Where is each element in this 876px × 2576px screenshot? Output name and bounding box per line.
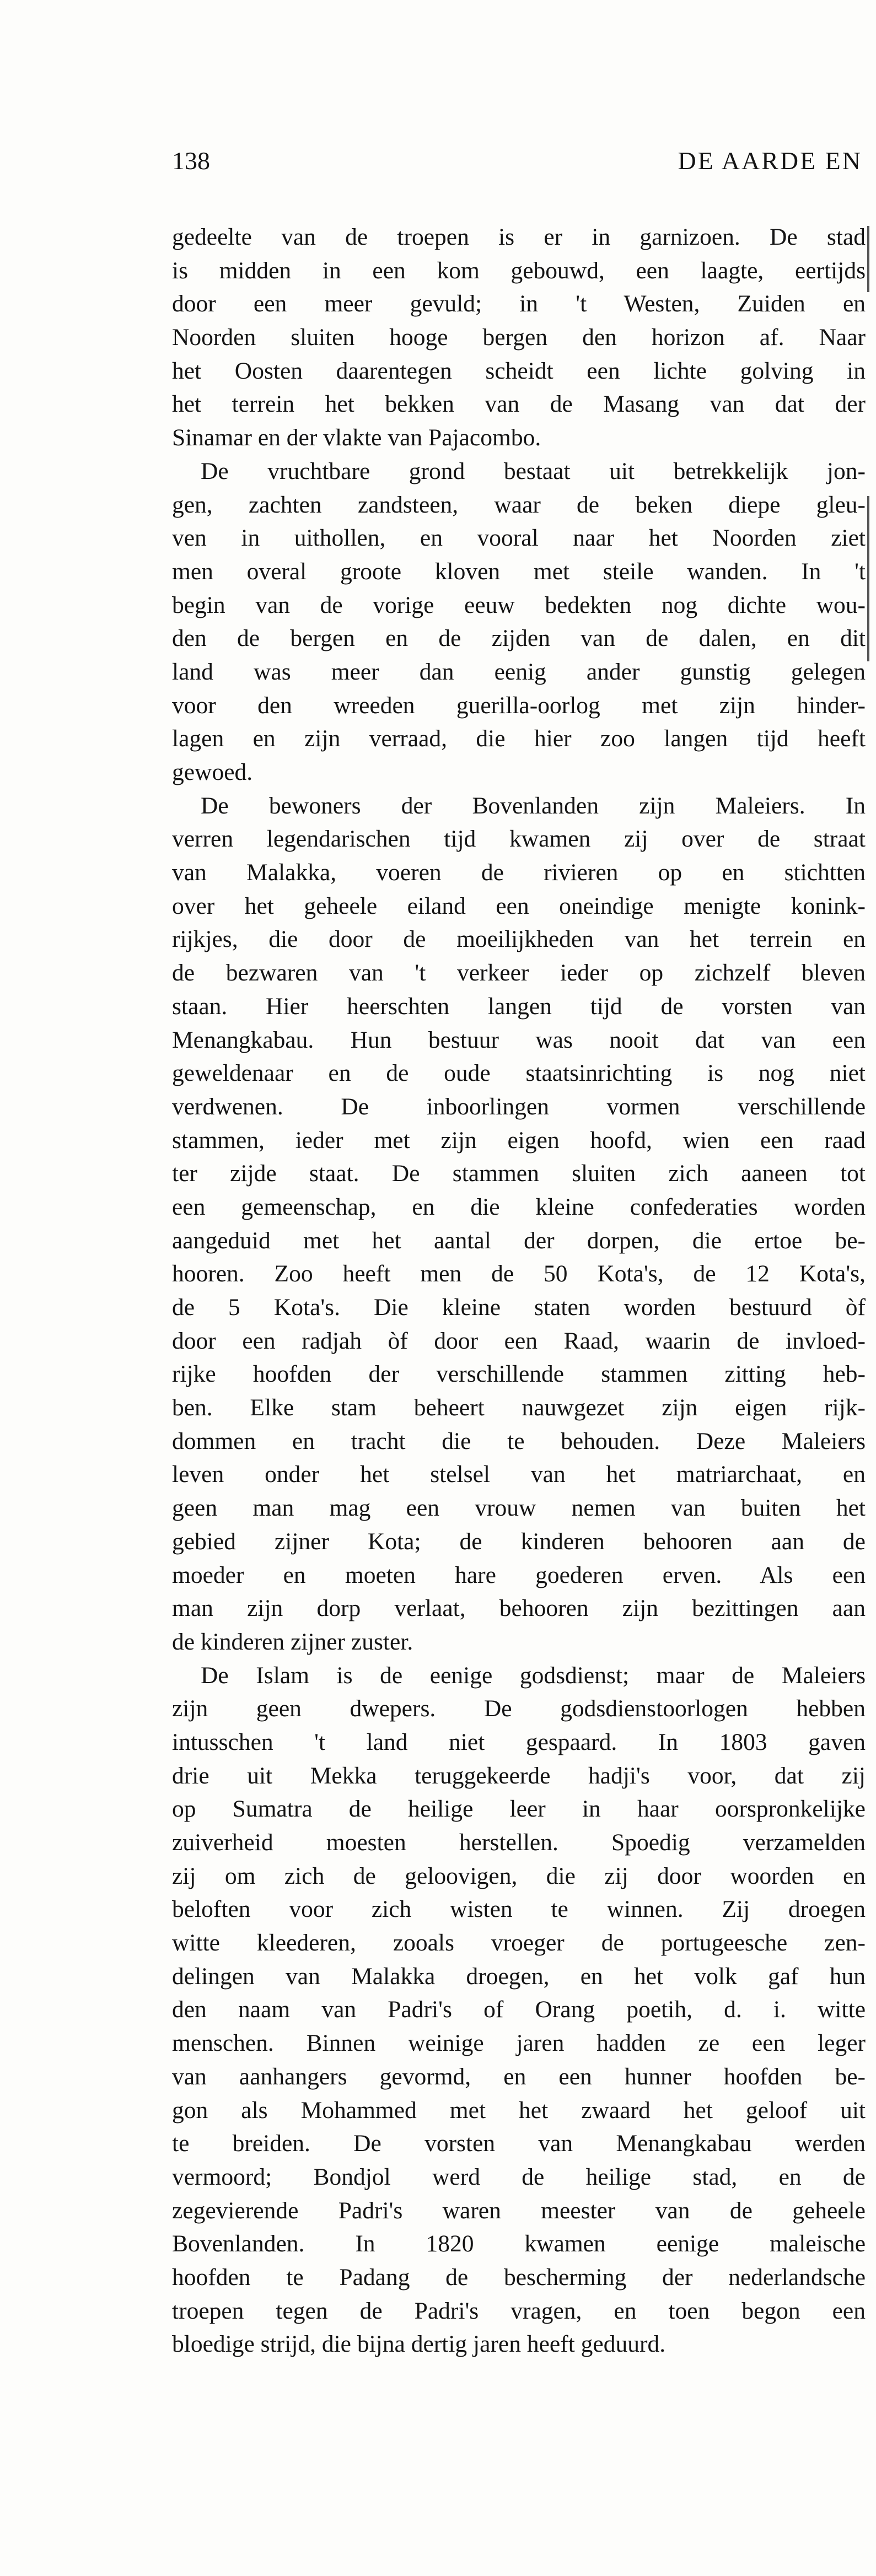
text-line: men overal groote kloven met steile wanden. In 't xyxy=(172,558,866,585)
text-line: geweldenaar en de oude staatsinrichting is nog niet xyxy=(172,1060,866,1087)
text-line: delingen van Malakka droegen, en het volk gaf hun xyxy=(172,1963,866,1990)
text-line: stammen, ieder met zijn eigen hoofd, wien een raad xyxy=(172,1127,866,1154)
paragraph xyxy=(172,455,866,789)
paragraph xyxy=(172,220,866,455)
text-line: ter zijde staat. De stammen sluiten zich aaneen tot xyxy=(172,1160,866,1187)
text-line: zijn geen dwepers. De godsdienstoorlogen hebben xyxy=(172,1695,866,1722)
text-line: gon als Mohammed met het zwaard het geloof uit xyxy=(172,2097,866,2124)
text-line: het terrein het bekken van de Masang van dat der xyxy=(172,391,866,418)
text-line: zegevierende Padri's waren meester van de geheele xyxy=(172,2197,866,2224)
text-line: moeder en moeten hare goederen erven. Als een xyxy=(172,1561,866,1588)
text-line: aangeduid met het aantal der dorpen, die ertoe be- xyxy=(172,1227,866,1254)
text-line: man zijn dorp verlaat, behooren zijn bezittingen aan xyxy=(172,1595,866,1622)
text-line: te breiden. De vorsten van Menangkabau werden xyxy=(172,2130,866,2157)
text-line: begin van de vorige eeuw bedekten nog dichte wou- xyxy=(172,591,866,618)
text-line: verdwenen. De inboorlingen vormen verschillende xyxy=(172,1093,866,1120)
binding-edge-mark xyxy=(867,496,869,661)
text-line: dommen en tracht die te behouden. Deze Maleiers xyxy=(172,1427,866,1454)
text-line: gedeelte van de troepen is er in garnizoen. De stad xyxy=(172,224,866,250)
text-line: De bewoners der Bovenlanden zijn Maleiers. In xyxy=(201,792,866,819)
body-text xyxy=(172,220,866,2361)
paragraph xyxy=(172,1659,866,2361)
text-line: de kinderen zijner zuster. xyxy=(172,1628,413,1655)
page-number: 138 xyxy=(172,147,210,175)
text-line: lagen en zijn verraad, die hier zoo langen tijd heeft xyxy=(172,725,866,752)
text-line: De vruchtbare grond bestaat uit betrekkelijk jon- xyxy=(201,457,866,484)
text-line: door een radjah òf door een Raad, waarin de invloed- xyxy=(172,1327,866,1354)
text-line: den naam van Padri's of Orang poetih, d. i. witte xyxy=(172,1996,866,2023)
running-title: DE AARDE EN xyxy=(678,147,862,175)
text-line: vermoord; Bondjol werd de heilige stad, en de xyxy=(172,2163,866,2190)
text-line: leven onder het stelsel van het matriarchaat, en xyxy=(172,1461,866,1488)
binding-edge-mark xyxy=(867,226,869,292)
text-line: het Oosten daarentegen scheidt een lichte golving in xyxy=(172,357,866,384)
text-line: menschen. Binnen weinige jaren hadden ze een leger xyxy=(172,2030,866,2057)
text-line: rijke hoofden der verschillende stammen zitting heb- xyxy=(172,1361,866,1388)
text-line: ben. Elke stam beheert nauwgezet zijn eigen rijk- xyxy=(172,1394,866,1421)
text-line: over het geheele eiland een oneindige menigte konink- xyxy=(172,892,866,919)
text-line: drie uit Mekka teruggekeerde hadji's voor, dat zij xyxy=(172,1762,866,1789)
text-line: van Malakka, voeren de rivieren op en stichtten xyxy=(172,859,866,886)
text-line: Bovenlanden. In 1820 kwamen eenige maleische xyxy=(172,2230,866,2257)
text-line: den de bergen en de zijden van de dalen, en dit xyxy=(172,625,866,652)
text-line: hoofden te Padang de bescherming der nederlandsche xyxy=(172,2264,866,2291)
text-line: hooren. Zoo heeft men de 50 Kota's, de 12 Kota's, xyxy=(172,1260,866,1287)
text-line: gewoed. xyxy=(172,759,253,785)
text-line: op Sumatra de heilige leer in haar oorspronkelijke xyxy=(172,1796,866,1823)
text-line: ven in uithollen, en vooral naar het Noorden ziet xyxy=(172,525,866,552)
text-line: beloften voor zich wisten te winnen. Zij droegen xyxy=(172,1896,866,1923)
text-line: een gemeenschap, en die kleine confederaties worden xyxy=(172,1193,866,1220)
text-line: witte kleederen, zooals vroeger de portugeesche zen- xyxy=(172,1930,866,1957)
text-line: intusschen 't land niet gespaard. In 1803 gaven xyxy=(172,1728,866,1755)
text-line: Menangkabau. Hun bestuur was nooit dat van een xyxy=(172,1026,866,1053)
text-line: door een meer gevuld; in 't Westen, Zuiden en xyxy=(172,290,866,317)
text-line: de bezwaren van 't verkeer ieder op zichzelf bleven xyxy=(172,960,866,987)
text-line: voor den wreeden guerilla-oorlog met zijn hinder- xyxy=(172,692,866,719)
page-header xyxy=(172,144,875,177)
text-line: De Islam is de eenige godsdienst; maar de Maleiers xyxy=(201,1662,866,1689)
text-line: Sinamar en der vlakte van Pajacombo. xyxy=(172,424,541,451)
text-line: van aanhangers gevormd, en een hunner hoofden be- xyxy=(172,2063,866,2090)
text-line: staan. Hier heerschten langen tijd de vorsten van xyxy=(172,993,866,1020)
text-line: gebied zijner Kota; de kinderen behooren aan de xyxy=(172,1528,866,1555)
text-line: geen man mag een vrouw nemen van buiten het xyxy=(172,1495,866,1522)
paragraph xyxy=(172,789,866,1659)
text-line: land was meer dan eenig ander gunstig gelegen xyxy=(172,658,866,685)
text-line: rijkjes, die door de moeilijkheden van het terrein en xyxy=(172,926,866,953)
text-line: gen, zachten zandsteen, waar de beken diepe gleu- xyxy=(172,491,866,518)
text-line: zuiverheid moesten herstellen. Spoedig verzamelden xyxy=(172,1829,866,1856)
text-line: Noorden sluiten hooge bergen den horizon af. Naar xyxy=(172,324,866,351)
text-line: verren legendarischen tijd kwamen zij over de straat xyxy=(172,826,866,853)
text-line: de 5 Kota's. Die kleine staten worden bestuurd òf xyxy=(172,1294,866,1321)
text-line: troepen tegen de Padri's vragen, en toen begon een xyxy=(172,2297,866,2324)
text-line: zij om zich de geloovigen, die zij door woorden en xyxy=(172,1862,866,1889)
text-line: is midden in een kom gebouwd, een laagte, eertijds xyxy=(172,257,866,284)
text-line: bloedige strijd, die bijna dertig jaren heeft geduurd. xyxy=(172,2331,666,2358)
